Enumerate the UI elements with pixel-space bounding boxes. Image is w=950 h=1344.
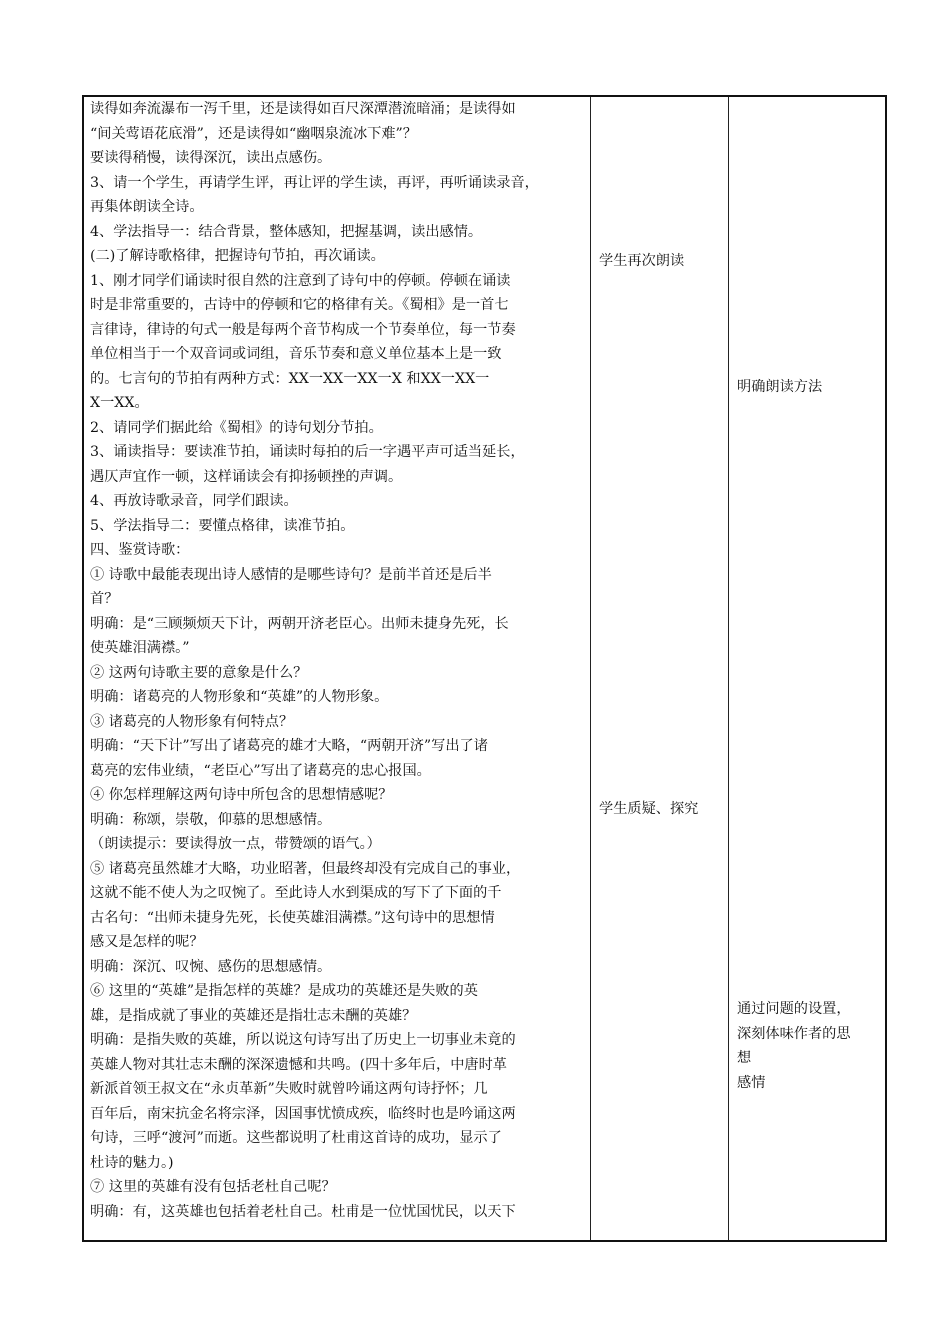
content-line: 读得如奔流瀑布一泻千里，还是读得如百尺深潭潜流暗涌；是读得如 <box>90 101 516 117</box>
content-line: X一XX。 <box>90 395 149 411</box>
intent-line: 感情 <box>737 1074 766 1091</box>
design-intent-thinking <box>737 997 851 1095</box>
content-line: 2、请同学们据此给《蜀相》的诗句划分节拍。 <box>90 419 383 436</box>
content-line: 明确：是指失败的英雄，所以说这句诗写出了历史上一切事业未竟的 <box>90 1032 516 1048</box>
content-line: 雄，是指成就了事业的英雄还是指壮志未酬的英雄？ <box>90 1007 417 1024</box>
teaching-content-column <box>90 97 584 1224</box>
content-line: 明确：诸葛亮的人物形象和“英雄”的人物形象。 <box>90 689 389 705</box>
content-line: （朗读提示：要读得放一点，带赞颂的语气。） <box>90 836 381 852</box>
content-line: 百年后，南宋抗金名将宗泽，因国事忧愤成疾，临终时也是吟诵这两 <box>90 1105 516 1122</box>
content-line: 杜诗的魅力。) <box>90 1154 174 1171</box>
content-line: “间关莺语花底滑”，还是读得如“幽咽泉流冰下难”？ <box>90 125 417 142</box>
content-line: 要读得稍慢，读得深沉，读出点感伤。 <box>90 150 332 166</box>
content-line: 4、再放诗歌录音，同学们跟读。 <box>90 493 298 509</box>
intent-line: 想 <box>737 1050 752 1066</box>
content-line: 时是非常重要的，古诗中的停顿和它的格律有关。《蜀相》是一首七 <box>90 297 509 313</box>
content-line: ① 诗歌中最能表现出诗人感情的是哪些诗句？是前半首还是后半 <box>90 566 492 583</box>
student-activity-reread: 学生再次朗读 <box>599 253 685 269</box>
content-line: 明确：称颂，崇敬，仰慕的思想感情。 <box>90 811 332 828</box>
content-line: 再集体朗读全诗。 <box>90 199 204 215</box>
content-line: 的。七言句的节拍有两种方式：XX一XX一XX一X 和XX一XX一 <box>90 370 490 387</box>
content-line: 明确：深沉、叹惋、感伤的思想感情。 <box>90 958 332 975</box>
design-intent-method: 明确朗读方法 <box>737 379 823 395</box>
content-line: ② 这两句诗歌主要的意象是什么？ <box>90 664 308 681</box>
content-line: 1、刚才同学们诵读时很自然的注意到了诗句中的停顿。停顿在诵读 <box>90 272 511 289</box>
content-line: ⑦ 这里的英雄有没有包括老杜自己呢？ <box>90 1179 336 1195</box>
content-line: 这就不能不使人为之叹惋了。至此诗人水到渠成的写下了下面的千 <box>90 885 502 901</box>
content-line: 使英雄泪满襟。” <box>90 640 190 656</box>
content-line: 四、鉴赏诗歌： <box>90 542 190 558</box>
lesson-table <box>82 95 887 1242</box>
intent-line: 通过问题的设置， <box>737 1001 851 1017</box>
content-line: 3、请一个学生，再请学生评，再让评的学生读，再评，再听诵读录音， <box>90 174 539 191</box>
content-line: 新派首领王叔文在“永贞革新”失败时就曾吟诵这两句诗抒怀；几 <box>90 1081 488 1097</box>
content-line: 单位相当于一个双音词或词组，音乐节奏和意义单位基本上是一致 <box>90 346 502 362</box>
content-line: 感又是怎样的呢？ <box>90 934 204 950</box>
content-line: ④ 你怎样理解这两句诗中所包含的思想情感呢？ <box>90 787 393 803</box>
content-line: 英雄人物对其壮志未酬的深深遗憾和共鸣。(四十多年后，中唐时革 <box>90 1056 507 1073</box>
content-line: 明确：有，这英雄也包括着老杜自己。杜甫是一位忧国忧民，以天下 <box>90 1203 516 1220</box>
content-line: 4、学法指导一：结合背景，整体感知，把握基调，读出感情。 <box>90 223 483 240</box>
content-line: 明确：“天下计”写出了诸葛亮的雄才大略，“两朝开济”写出了诸 <box>90 738 488 754</box>
content-line: 遇仄声宜作一顿，这样诵读会有抑扬顿挫的声调。 <box>90 468 403 485</box>
content-line: ⑤ 诸葛亮虽然雄才大略，功业昭著，但最终却没有完成自己的事业， <box>90 860 521 877</box>
column-divider-1 <box>590 97 591 1240</box>
column-divider-2 <box>728 97 729 1240</box>
content-line: 首？ <box>90 591 119 607</box>
content-line: (二)了解诗歌格律，把握诗句节拍，再次诵读。 <box>90 248 385 264</box>
student-activity-question: 学生质疑、探究 <box>599 801 699 817</box>
content-line: 3、诵读指导：要读准节拍，诵读时每拍的后一字遇平声可适当延长， <box>90 444 525 460</box>
content-line: ⑥ 这里的“英雄”是指怎样的英雄？是成功的英雄还是失败的英 <box>90 983 478 999</box>
content-line: 葛亮的宏伟业绩，“老臣心”写出了诸葛亮的忠心报国。 <box>90 762 431 779</box>
content-line: 5、学法指导二：要懂点格律，读准节拍。 <box>90 517 355 534</box>
content-line: 句诗，三呼“渡河”而逝。这些都说明了杜甫这首诗的成功，显示了 <box>90 1130 502 1146</box>
content-line: 言律诗，律诗的句式一般是每两个音节构成一个节奏单位，每一节奏 <box>90 321 516 338</box>
content-line: 明确：是“三顾频烦天下计，两朝开济老臣心。出师未捷身先死，长 <box>90 615 509 632</box>
content-line: ③ 诸葛亮的人物形象有何特点？ <box>90 713 294 730</box>
content-line: 古名句：“出师未捷身先死，长使英雄泪满襟。”这句诗中的思想情 <box>90 909 495 926</box>
intent-line: 深刻体味作者的思 <box>737 1025 851 1042</box>
